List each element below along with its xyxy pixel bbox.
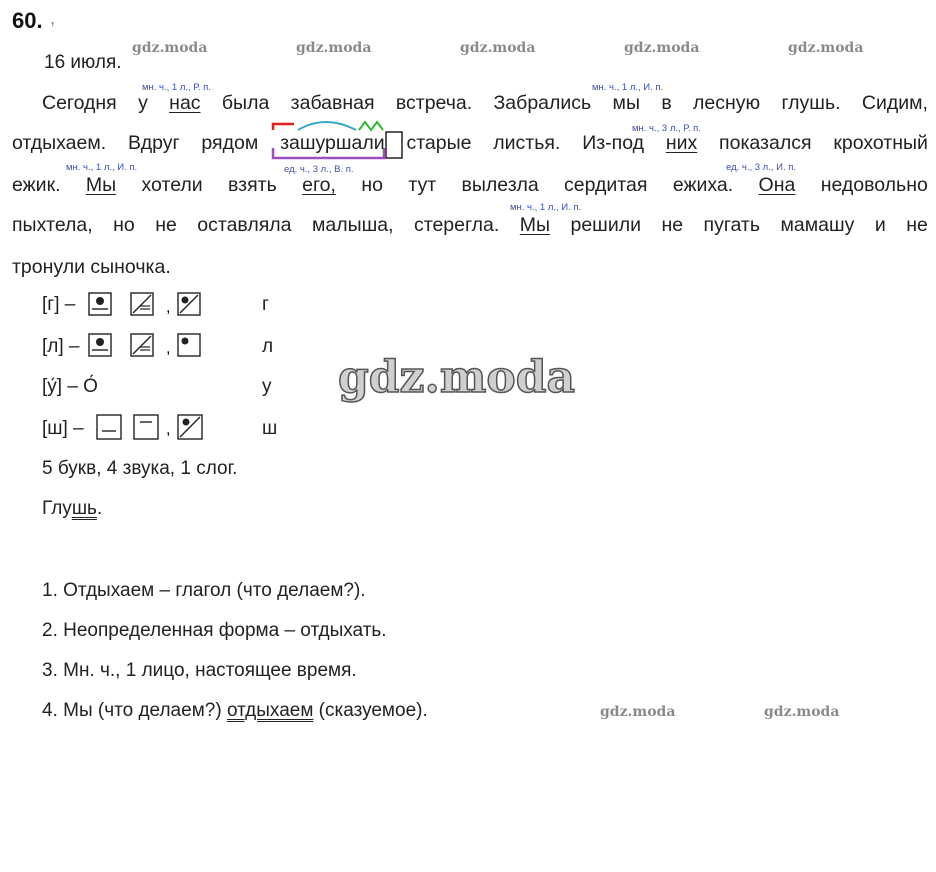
phonetic-letter: у xyxy=(262,376,272,397)
glush-word: Глушь. xyxy=(42,498,103,519)
analysis-item: 1. Отдыхаем – глагол (что делаем?). xyxy=(42,580,366,601)
watermark-large: gdz.moda xyxy=(338,352,576,403)
analysis-item: 4. Мы (что делаем?) отдыхаем (сказуемое). xyxy=(42,700,428,721)
annotation-my: мн. ч., 1 л., И. п. xyxy=(66,162,138,173)
annotation-ego: ед. ч., 3 л., В. п. xyxy=(284,164,354,175)
watermark: gdz.moda xyxy=(624,40,700,56)
watermark: gdz.moda xyxy=(788,40,864,56)
text-line: пыхтела, но не оставляла малыша, стерегла. Мы решили не пугать мамашу и не xyxy=(12,214,928,236)
phonetic-sound: [у́] – О́ xyxy=(42,376,98,397)
svg-text:,: , xyxy=(166,340,171,357)
underlined-pronoun: Мы xyxy=(519,214,551,236)
date-line: 16 июля. xyxy=(44,52,122,73)
annotation-nikh: мн. ч., 3 л., Р. п. xyxy=(632,123,701,134)
phonetic-letter: л xyxy=(262,336,274,357)
underlined-pronoun: его, xyxy=(302,174,336,196)
text-line: отдыхаем. Вдруг рядом зашуршали старые листья. Из-под них показался крохотный xyxy=(12,132,928,154)
sound-scheme-icons xyxy=(88,333,208,359)
text-line: ежик. Мы хотели взять его, но тут вылезла сердитая ежиха. Она недовольно xyxy=(12,174,928,196)
underlined-pronoun: Мы xyxy=(85,174,117,196)
number-dot: , xyxy=(50,8,56,28)
watermark: gdz.moda xyxy=(296,40,372,56)
text-line: тронули сыночка. xyxy=(12,256,171,278)
parsed-verb: зашуршали xyxy=(280,132,385,154)
sound-scheme-icons xyxy=(88,292,208,318)
sound-scheme-icons xyxy=(96,414,208,440)
exercise-number: 60. xyxy=(12,8,43,33)
predicate: отдыхаем xyxy=(226,700,314,721)
analysis-item: 2. Неопределенная форма – отдыхать. xyxy=(42,620,387,641)
underlined-pronoun: нас xyxy=(169,92,201,114)
annotation-my: мн. ч., 1 л., И. п. xyxy=(510,202,582,213)
svg-text:,: , xyxy=(166,421,171,438)
annotation-nas: мн. ч., 1 л., Р. п. xyxy=(142,82,211,93)
annotation-ona: ед. ч., 3 л., И. п. xyxy=(726,162,797,173)
phonetic-letter: ш xyxy=(262,418,278,439)
phonetic-sound: [г] – xyxy=(42,294,76,315)
underlined-pronoun: Она xyxy=(758,174,796,196)
phonetic-summary: 5 букв, 4 звука, 1 слог. xyxy=(42,458,238,479)
analysis-item: 3. Мн. ч., 1 лицо, настоящее время. xyxy=(42,660,357,681)
phonetic-letter: г xyxy=(262,294,269,315)
watermark: gdz.moda xyxy=(132,40,208,56)
phonetic-sound: [ш] – xyxy=(42,418,84,439)
phonetic-sound: [л] – xyxy=(42,336,80,357)
underlined-pronoun: них xyxy=(665,132,698,154)
watermark: gdz.moda xyxy=(460,40,536,56)
watermark: gdz.moda xyxy=(764,704,840,720)
svg-text:,: , xyxy=(166,299,171,316)
watermark: gdz.moda xyxy=(600,704,676,720)
text-line: Сегодня у нас была забавная встреча. Забрались мы в лесную глушь. Сидим, xyxy=(42,92,928,114)
annotation-my: мн. ч., 1 л., И. п. xyxy=(592,82,664,93)
